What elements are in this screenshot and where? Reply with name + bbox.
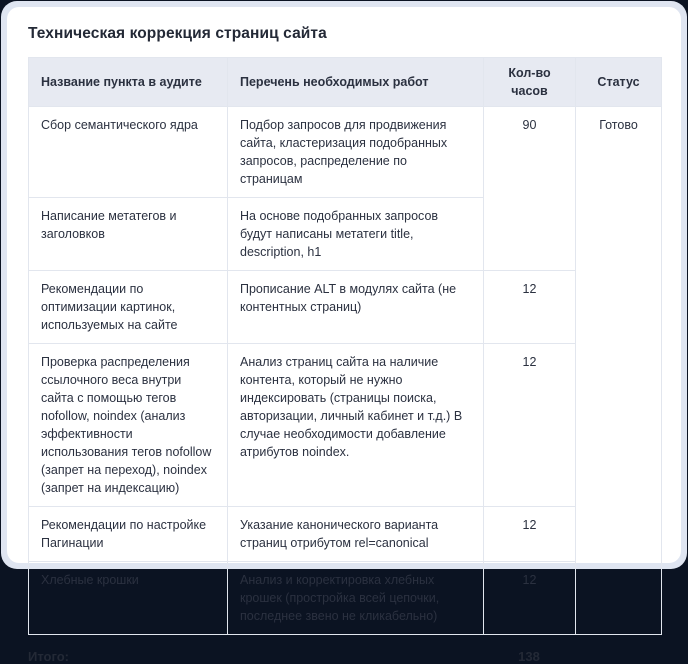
column-header-works: Перечень необходимых работ bbox=[228, 58, 484, 107]
status-cell: Готово bbox=[576, 107, 662, 635]
works-cell: Прописание ALT в модулях сайта (не контентных страниц) bbox=[228, 271, 484, 344]
works-cell: На основе подобранных запросов будут написаны метатеги title, description, h1 bbox=[228, 198, 484, 271]
audit-item-name-cell: Сбор семантического ядра bbox=[29, 107, 228, 198]
column-header-audit-item: Название пункта в аудите bbox=[29, 58, 228, 107]
audit-item-name-cell: Рекомендации по настройке Пагинации bbox=[29, 507, 228, 562]
table-header bbox=[29, 58, 662, 107]
table-row bbox=[29, 344, 662, 507]
audit-item-name-cell: Проверка распределения ссылочного веса внутри сайта с помощью тегов nofollow, noindex (анализ эффективности использования тегов nofollow (запрет на переход), noindex (запрет на индексацию) bbox=[29, 344, 228, 507]
table-row bbox=[29, 562, 662, 635]
audit-table bbox=[28, 57, 662, 635]
audit-item-name-cell: Написание метатегов и заголовков bbox=[29, 198, 228, 271]
hours-cell: 12 bbox=[484, 507, 576, 562]
total-label: Итого: bbox=[28, 649, 69, 664]
totals-row bbox=[28, 649, 661, 664]
table-body bbox=[29, 107, 662, 635]
total-hours-value: 138 bbox=[518, 649, 540, 664]
hours-cell: 12 bbox=[484, 344, 576, 507]
page-title: Техническая коррекция страниц сайта bbox=[28, 25, 327, 42]
works-cell: Указание канонического варианта страниц отрибутом rel=canonical bbox=[228, 507, 484, 562]
audit-item-name-cell: Хлебные крошки bbox=[29, 562, 228, 635]
hours-cell: 90 bbox=[484, 107, 576, 271]
works-cell: Анализ страниц сайта на наличие контента, который не нужно индексировать (страницы поиска, авторизации, личный кабинет и т.д.) В случае необходимости добавление атрибутов noindex. bbox=[228, 344, 484, 507]
table-row bbox=[29, 507, 662, 562]
table-row bbox=[29, 271, 662, 344]
table-row bbox=[29, 107, 662, 198]
works-cell: Анализ и корректировка хлебных крошек (простройка всей цепочки, последнее звено не кликабельно) bbox=[228, 562, 484, 635]
hours-cell: 12 bbox=[484, 562, 576, 635]
works-cell: Подбор запросов для продвижения сайта, кластеризация подобранных запросов, распределение по страницам bbox=[228, 107, 484, 198]
page-frame bbox=[1, 1, 687, 664]
audit-card bbox=[7, 7, 681, 664]
column-header-hours: Кол-во часов bbox=[484, 58, 576, 107]
audit-item-name-cell: Рекомендации по оптимизации картинок, используемых на сайте bbox=[29, 271, 228, 344]
column-header-status: Статус bbox=[576, 58, 662, 107]
hours-cell: 12 bbox=[484, 271, 576, 344]
header-row bbox=[29, 58, 662, 107]
